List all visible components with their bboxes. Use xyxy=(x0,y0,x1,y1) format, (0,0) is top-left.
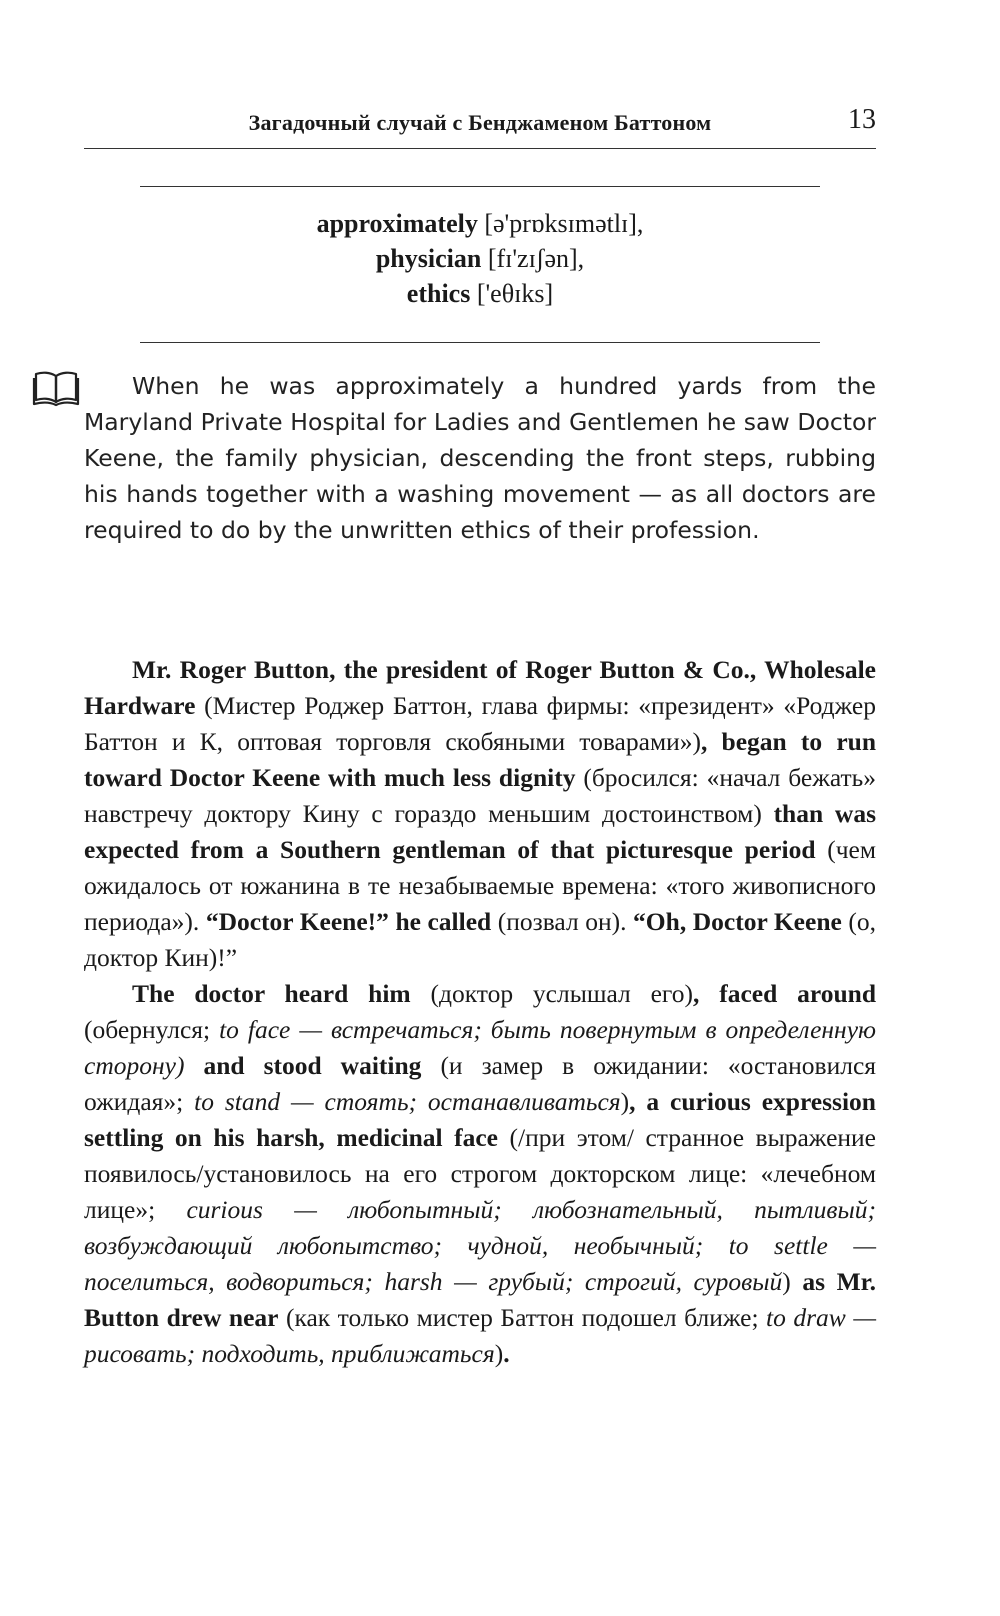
russian-gloss: (чем ожидалось от южанина в те незабываемые времена: «того живописного периода»). xyxy=(84,835,876,936)
pronunciation-rule-top xyxy=(140,186,820,187)
russian-gloss: (Мистер Роджер Баттон, глава фирмы: «президент» «Роджер Баттон и К, оптовая торговля скобяными товарами») xyxy=(84,691,876,756)
russian-gloss: (как только мистер Баттон подошел ближе; xyxy=(278,1303,767,1332)
pronunciation-ipa: ['eθɪks] xyxy=(476,279,554,308)
pronunciation-line xyxy=(140,276,820,311)
russian-gloss: (доктор услышал его) xyxy=(410,979,693,1008)
pronunciation-line xyxy=(140,206,820,241)
english-phrase: Mr. Roger Button, the president of Roger Button & Co., Wholesale Hardware xyxy=(84,655,876,720)
pronunciation-word: ethics xyxy=(406,279,471,308)
english-paragraph-text: When he was approximately a hundred yards from the Maryland Private Hospital for Ladies and Gentlemen he saw Doctor Keene, the family physician, descending the front steps, rubbing his hands together with a washing movement — as all doctors are required to do by the unwritten ethics of their profession. xyxy=(84,372,876,544)
pronunciation-block xyxy=(140,206,820,311)
running-title: Загадочный случай с Бенджаменом Баттоном xyxy=(248,110,712,135)
russian-gloss: (/при этом/ странное выражение появилось/установилось на его строгом докторском лице: «лечебном лице»; xyxy=(84,1123,876,1224)
study-text xyxy=(84,652,876,1372)
english-phrase: , a curious expression settling on his harsh, medicinal face xyxy=(84,1087,876,1152)
russian-gloss: (бросился: «начал бежать» навстречу доктору Кину с гораздо меньшим достоинством) xyxy=(84,763,876,828)
study-paragraph-1 xyxy=(84,652,876,976)
russian-gloss: (о, доктор Кин)!” xyxy=(84,907,876,972)
english-phrase: “Doctor Keene!” he called xyxy=(205,907,492,936)
english-paragraph xyxy=(84,368,876,548)
english-phrase: and stood waiting xyxy=(184,1051,422,1080)
page-number: 13 xyxy=(848,104,876,135)
russian-gloss: (и замер в ожидании: «остановился ожидая»; xyxy=(84,1051,876,1116)
english-phrase: “Oh, Doctor Keene xyxy=(633,907,842,936)
russian-gloss: (обернулся; xyxy=(84,1015,220,1044)
english-phrase: . xyxy=(503,1339,510,1368)
russian-gloss: ) xyxy=(494,1339,504,1368)
russian-gloss: ) xyxy=(782,1267,803,1296)
open-book-icon xyxy=(32,368,80,408)
pronunciation-ipa: [ə'prɒksɪmətlɪ], xyxy=(484,209,644,238)
pronunciation-word: physician xyxy=(375,244,482,273)
english-phrase: , began to run toward Doctor Keene with much less dignity xyxy=(84,727,877,792)
russian-gloss: ) xyxy=(620,1087,630,1116)
vocabulary-note: to draw — рисовать; подходить, приближаться xyxy=(84,1303,876,1368)
pronunciation-rule-bottom xyxy=(140,342,820,343)
english-phrase: as Mr. Button drew near xyxy=(84,1267,876,1332)
english-phrase: , faced around xyxy=(692,979,877,1008)
pronunciation-line xyxy=(140,241,820,276)
study-paragraph-2 xyxy=(84,976,876,1372)
english-phrase: The doctor heard him xyxy=(132,979,411,1008)
pronunciation-word: approximately xyxy=(316,209,478,238)
vocabulary-note: to face — встречаться; быть повернутым в определенную сторону) xyxy=(84,1015,876,1080)
pronunciation-ipa: [fɪ'zɪʃən], xyxy=(487,244,585,273)
vocabulary-note: curious — любопытный; любознательный, пытливый; возбуждающий любопытство; чудной, необычный; to settle — поселиться, водвориться; harsh — грубый; строгий, суровый xyxy=(84,1195,876,1296)
english-phrase: than was expected from a Southern gentleman of that picturesque period xyxy=(84,799,876,864)
running-header xyxy=(84,104,876,149)
russian-gloss: (позвал он). xyxy=(491,907,634,936)
vocabulary-note: to stand — стоять; останавливаться xyxy=(194,1087,621,1116)
